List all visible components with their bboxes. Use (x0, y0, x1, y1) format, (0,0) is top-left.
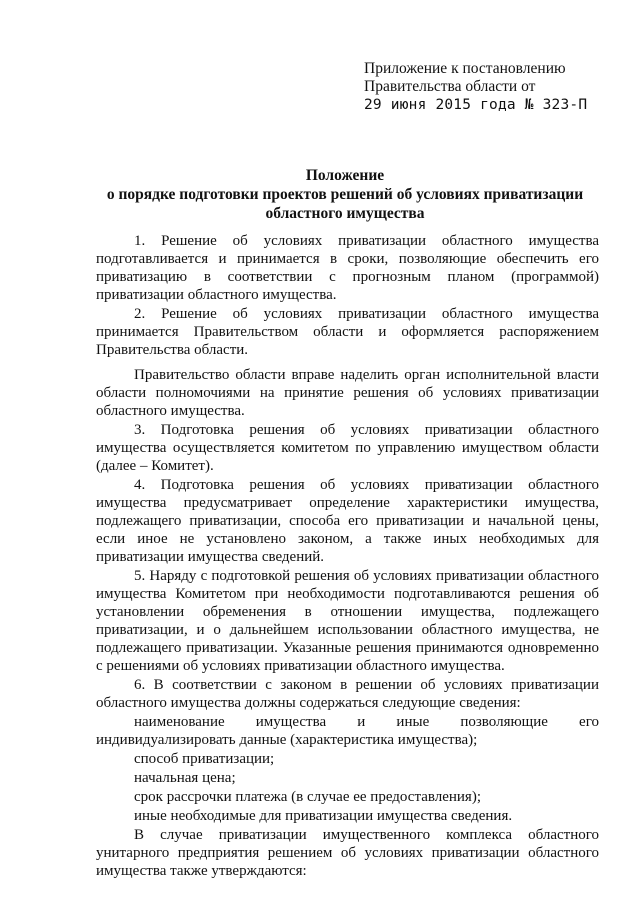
paragraph-8: В случае приватизации имущественного комплекса областного унитарного предприятия решением об условиях приватизации областного имущества также утверждаются: (96, 827, 599, 879)
title-line-3: областного имущества (265, 205, 425, 222)
paragraph-4: 3. Подготовка решения об условиях приватизации областного имущества осуществляется комитетом по управлению имуществом области (далее – Комитет). (96, 422, 599, 474)
list-item-2: способ приватизации; (134, 751, 275, 767)
list-item-1: наименование имущества и иные позволяющие его индивидуализировать данные (характеристика имущества); (96, 714, 599, 748)
paragraph-6: 5. Наряду с подготовкой решения об условиях приватизации областного имущества Комитетом при необходимости подготавливаются решения об установлении обременения в отношении имущества, подлежащего приватизации, и о дальнейшем использовании областного имущества, не подлежащего приватизации. Указанные решения принимаются одновременно с решениями об условиях приватизации областного имущества. (96, 568, 599, 674)
appendix-line-2: Правительства области от (364, 78, 536, 95)
appendix-date-number: 29 июня 2015 года № 323-П (364, 97, 588, 113)
paragraph-1: 1. Решение об условиях приватизации областного имущества подготавливается и принимается в сроки, позволяющие обеспечить его приватизацию в соответствии с прогнозным планом (программой) приватизации областного имущества. (96, 233, 599, 303)
document-title (90, 166, 600, 223)
paragraph-7: 6. В соответствии с законом в решении об условиях приватизации областного имущества должны содержаться следующие сведения: (96, 677, 599, 711)
title-line-2: о порядке подготовки проектов решений об условиях приватизации (106, 186, 584, 203)
appendix-header (364, 60, 624, 114)
document-body (96, 232, 599, 881)
appendix-line-1: Приложение к постановлению (364, 60, 566, 77)
title-line-1: Положение (305, 167, 385, 184)
paragraph-2: 2. Решение об условиях приватизации областного имущества принимается Правительством области и оформляется распоряжением Правительства области. (96, 306, 599, 358)
list-item-4: срок рассрочки платежа (в случае ее предоставления); (134, 789, 481, 805)
paragraph-5: 4. Подготовка решения об условиях приватизации областного имущества предусматривает определение характеристики имущества, подлежащего приватизации, способа его приватизации и начальной цены, если иное не установлено законом, а также иных необходимых для приватизации имущества сведений. (96, 477, 599, 565)
list-item-3: начальная цена; (134, 770, 236, 786)
list-item-5: иные необходимые для приватизации имущества сведения. (134, 808, 513, 824)
paragraph-3: Правительство области вправе наделить орган исполнительной власти области полномочиями на принятие решения об условиях приватизации областного имущества. (96, 367, 599, 419)
